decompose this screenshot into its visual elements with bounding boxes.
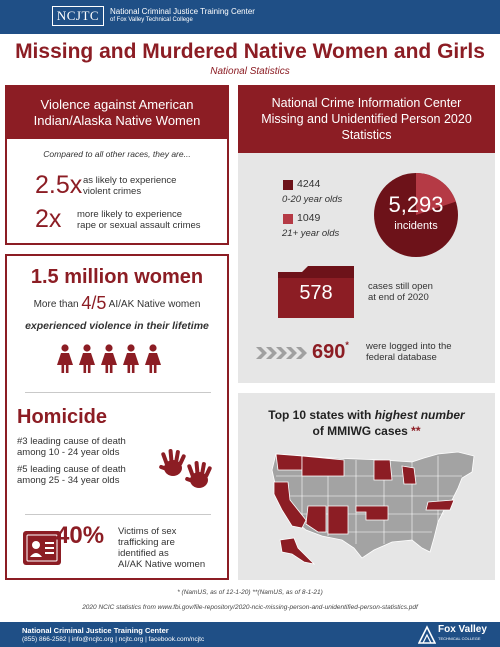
page-subtitle: National Statistics [210,66,290,77]
map-title [238,407,495,439]
map-title-mark: ** [411,424,421,438]
lifetime-headline: 1.5 million women [30,266,204,288]
woman-icon [55,344,75,374]
fox-valley-sub: TECHNICAL COLLEGE [438,636,481,641]
violence-box [5,85,229,245]
stat1-value: 2.5x [35,171,83,199]
woman-icon [99,344,119,374]
stat2-text-line2: rape or sexual assault crimes [77,220,201,231]
stat2-text [77,209,201,231]
trafficking-text-l3: AI/AK Native women [118,559,206,570]
divider-2 [25,514,211,515]
logged-text-l1: were logged into the [366,341,452,352]
legend-swatch-0-20 [283,180,293,190]
logged-text-l2: federal database [366,352,437,363]
ncjtc-logo: NCJTC [52,6,104,26]
lifetime-fraction: 4/5 [81,293,107,313]
ncic-heading: National Crime Information Center Missing and Unidentified Person 2020 Statistics [238,85,495,153]
lifetime-post: AI/AK Native women [108,299,201,310]
logged-number: 690 [312,341,346,363]
women-icons [55,344,165,374]
logged-text [366,341,452,363]
footer-org: National Criminal Justice Training Center [22,626,169,635]
stat1-text-line2: violent crimes [83,186,142,197]
logged-count [312,340,349,364]
chevron-arrows-icon [256,347,312,359]
homicide-line2b: among 25 - 34 year olds [17,475,120,486]
fox-valley-logo [418,624,492,646]
trafficking-text [118,526,208,570]
lifetime-experienced: experienced violence in their lifetime [25,320,209,332]
trafficking-text-l1: Victims of sex [118,526,177,537]
homicide-heading: Homicide [17,406,108,428]
incidents-label: incidents [394,220,438,232]
state-michigan [402,466,416,484]
group2-label: 21+ year olds [282,228,340,239]
trafficking-text-l2: trafficking are identified as [118,537,175,559]
map-title-line2: of MMIWG cases [312,424,412,438]
woman-icon [121,344,141,374]
state-washington [276,454,302,470]
stat2-text-line1: more likely to experience [77,209,183,220]
fox-valley-mark-icon [418,625,436,645]
logged-mark: * [345,340,349,350]
stat1-text-line1: as likely to experience [83,175,177,186]
open-cases-count: 578 [299,282,333,304]
state-montana [302,456,344,476]
incidents-total: 5,293 [388,192,444,217]
map-title-plain: Top 10 states with [268,408,375,422]
page-title: Missing and Murdered Native Women and Girls [15,40,485,63]
homicide-line1 [17,436,126,458]
state-north-carolina [426,500,454,510]
lifetime-fraction-line [7,293,227,314]
state-minnesota [374,460,392,480]
red-hands-icon [157,446,217,496]
us-states-map [262,448,480,568]
woman-icon [77,344,97,374]
header-org [110,7,255,25]
woman-icon [143,344,163,374]
footnote-ncic-link: 2020 NCIC statistics from www.fbi.gov/file-repository/2020-ncic-missing-person-and-unidentified-person-statistics.pdf [82,604,418,611]
lifetime-pre: More than [33,299,79,310]
map-title-italic: highest number [374,408,465,422]
homicide-line1b: among 10 - 24 year olds [17,447,120,458]
footer-contact: (855) 866-2582 | info@ncjtc.org | ncjtc.org | facebook.com/ncjtc [22,636,205,643]
legend-swatch-21plus [283,214,293,224]
fox-valley-name: Fox Valley [438,624,487,635]
open-cases-text [368,281,433,303]
group1-count: 4244 [297,178,321,190]
group2-count: 1049 [297,212,321,224]
header-org-line1: National Criminal Justice Training Center [110,7,255,16]
trafficking-percent: 40% [56,522,105,549]
open-cases-text-l2: at end of 2020 [368,292,429,303]
homicide-line1a: #3 leading cause of death [17,436,126,447]
homicide-line2 [17,464,126,486]
violence-heading: Violence against American Indian/Alaska Native Women [7,87,227,139]
violence-intro: Compared to all other races, they are... [43,149,191,159]
open-cases-text-l1: cases still open [368,281,433,292]
header-org-line2: of Fox Valley Technical College [110,17,193,23]
state-alaska [280,538,314,564]
homicide-line2a: #5 leading cause of death [17,464,126,475]
stat2-value: 2x [35,205,62,233]
stat1-text [83,175,176,197]
footnote-sources: * (NamUS, as of 12-1-20) **(NamUS, as of 8-1-21) [177,589,323,596]
group1-label: 0-20 year olds [282,194,343,205]
divider-1 [25,392,211,393]
state-new-mexico [328,506,348,534]
